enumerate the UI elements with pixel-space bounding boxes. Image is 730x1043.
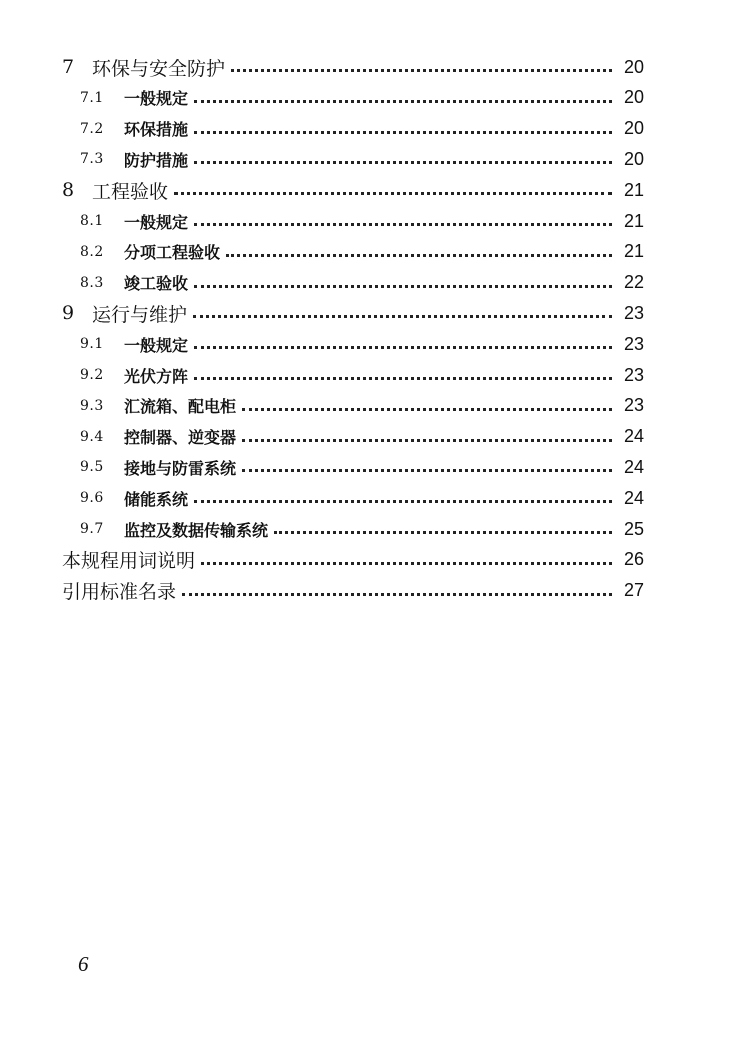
toc-leader-dots (231, 68, 612, 72)
toc-entry-page: 23 (623, 333, 644, 354)
toc-leader-dots (194, 345, 612, 349)
toc-entry-number: 7.1 (80, 89, 104, 106)
toc-entry-title: 接地与防雷系统 (124, 458, 237, 478)
toc-leader-dots (174, 191, 612, 195)
toc-entry-number: 9.6 (80, 490, 104, 507)
toc-entry-number: 8.3 (80, 274, 104, 291)
toc-entry-number: 8 (62, 179, 75, 202)
toc-entry-page: 20 (623, 148, 644, 169)
toc-entry-page: 21 (623, 210, 644, 231)
toc-subsection-entry[interactable] (80, 329, 644, 359)
toc-entry-number: 9.7 (80, 521, 104, 537)
toc-entry-page: 24 (623, 456, 644, 477)
toc-entry-title: 竣工验收 (124, 274, 189, 294)
toc-entry-page: 25 (623, 518, 644, 539)
toc-leader-dots (274, 530, 612, 534)
toc-leader-dots (194, 222, 612, 226)
toc-entry-number: 7.2 (80, 120, 104, 137)
toc-subsection-entry[interactable] (80, 237, 644, 267)
toc-entry-title: 控制器、逆变器 (124, 428, 237, 448)
page-number: 6 (78, 952, 89, 976)
toc-leader-dots (242, 438, 612, 442)
toc-entry-page: 21 (623, 179, 644, 200)
toc-entry-page: 22 (623, 272, 644, 293)
toc-subsection-entry[interactable] (80, 114, 644, 144)
toc-entry-page: 26 (623, 549, 644, 570)
toc-entry-number: 9.2 (80, 367, 104, 383)
toc-leader-dots (194, 376, 612, 380)
toc-leader-dots (194, 130, 612, 134)
toc-leader-dots (182, 592, 612, 596)
toc-subsection-entry[interactable] (80, 422, 644, 452)
toc-entry-page: 27 (623, 580, 644, 601)
toc-entry-title: 运行与维护 (92, 303, 188, 326)
toc-entry-number: 8.2 (80, 243, 104, 260)
toc-entry-page: 24 (623, 487, 644, 508)
toc-appendix-entry[interactable] (62, 576, 644, 606)
toc-entry-page: 23 (623, 364, 644, 385)
toc-entry-number: 9.5 (80, 459, 104, 476)
toc-entry-title: 分项工程验收 (124, 243, 221, 263)
toc-entry-number: 7 (62, 56, 75, 78)
toc-entry-page: 20 (623, 118, 644, 139)
toc-entry-title: 一般规定 (124, 89, 189, 109)
toc-subsection-entry[interactable] (80, 144, 644, 174)
toc-entry-number: 7.3 (80, 151, 104, 168)
toc-entry-title: 汇流箱、配电柜 (124, 397, 237, 417)
toc-subsection-entry[interactable] (80, 452, 644, 482)
toc-subsection-entry[interactable] (80, 391, 644, 421)
toc-leader-dots (193, 314, 612, 318)
toc-section-entry[interactable] (62, 52, 644, 82)
toc-subsection-entry[interactable] (80, 514, 644, 544)
toc-entry-page: 23 (623, 395, 644, 416)
toc-leader-dots (194, 284, 612, 288)
toc-entry-page: 21 (623, 241, 644, 262)
toc-leader-dots (194, 160, 612, 164)
toc-section-entry[interactable] (62, 175, 644, 205)
toc-entry-number: 9.3 (80, 397, 104, 414)
toc-entry-title: 防护措施 (124, 150, 189, 170)
toc-entry-title: 引用标准名录 (62, 581, 177, 604)
toc-subsection-entry[interactable] (80, 483, 644, 513)
toc-leader-dots (194, 99, 612, 103)
toc-appendix-entry[interactable] (62, 545, 644, 575)
toc-entry-number: 9 (62, 302, 75, 325)
toc-entry-page: 23 (623, 302, 644, 323)
toc-section-entry[interactable] (62, 298, 644, 328)
toc-entry-title: 一般规定 (124, 212, 189, 232)
toc-entry-page: 20 (623, 87, 644, 108)
toc-entry-title: 监控及数据传输系统 (124, 520, 269, 540)
toc-subsection-entry[interactable] (80, 83, 644, 113)
toc-entry-title: 环保措施 (124, 120, 189, 140)
toc-subsection-entry[interactable] (80, 206, 644, 236)
toc-entry-title: 工程验收 (92, 180, 169, 203)
toc-leader-dots (242, 468, 612, 472)
toc-subsection-entry[interactable] (80, 268, 644, 298)
toc-entry-title: 本规程用词说明 (62, 550, 196, 573)
toc-leader-dots (201, 561, 612, 565)
toc-leader-dots (194, 499, 612, 503)
toc-leader-dots (226, 253, 612, 257)
toc-leader-dots (242, 407, 612, 411)
toc-subsection-entry[interactable] (80, 360, 644, 390)
toc-entry-number: 9.1 (80, 336, 104, 353)
toc-entry-page: 24 (623, 426, 644, 447)
toc-entry-title: 储能系统 (124, 489, 189, 509)
toc-entry-title: 一般规定 (124, 335, 189, 355)
toc-entry-title: 环保与安全防护 (92, 57, 226, 80)
toc-entry-number: 9.4 (80, 428, 104, 445)
toc-entry-page: 20 (623, 56, 644, 77)
toc-entry-number: 8.1 (80, 213, 104, 229)
toc-entry-title: 光伏方阵 (124, 366, 189, 386)
